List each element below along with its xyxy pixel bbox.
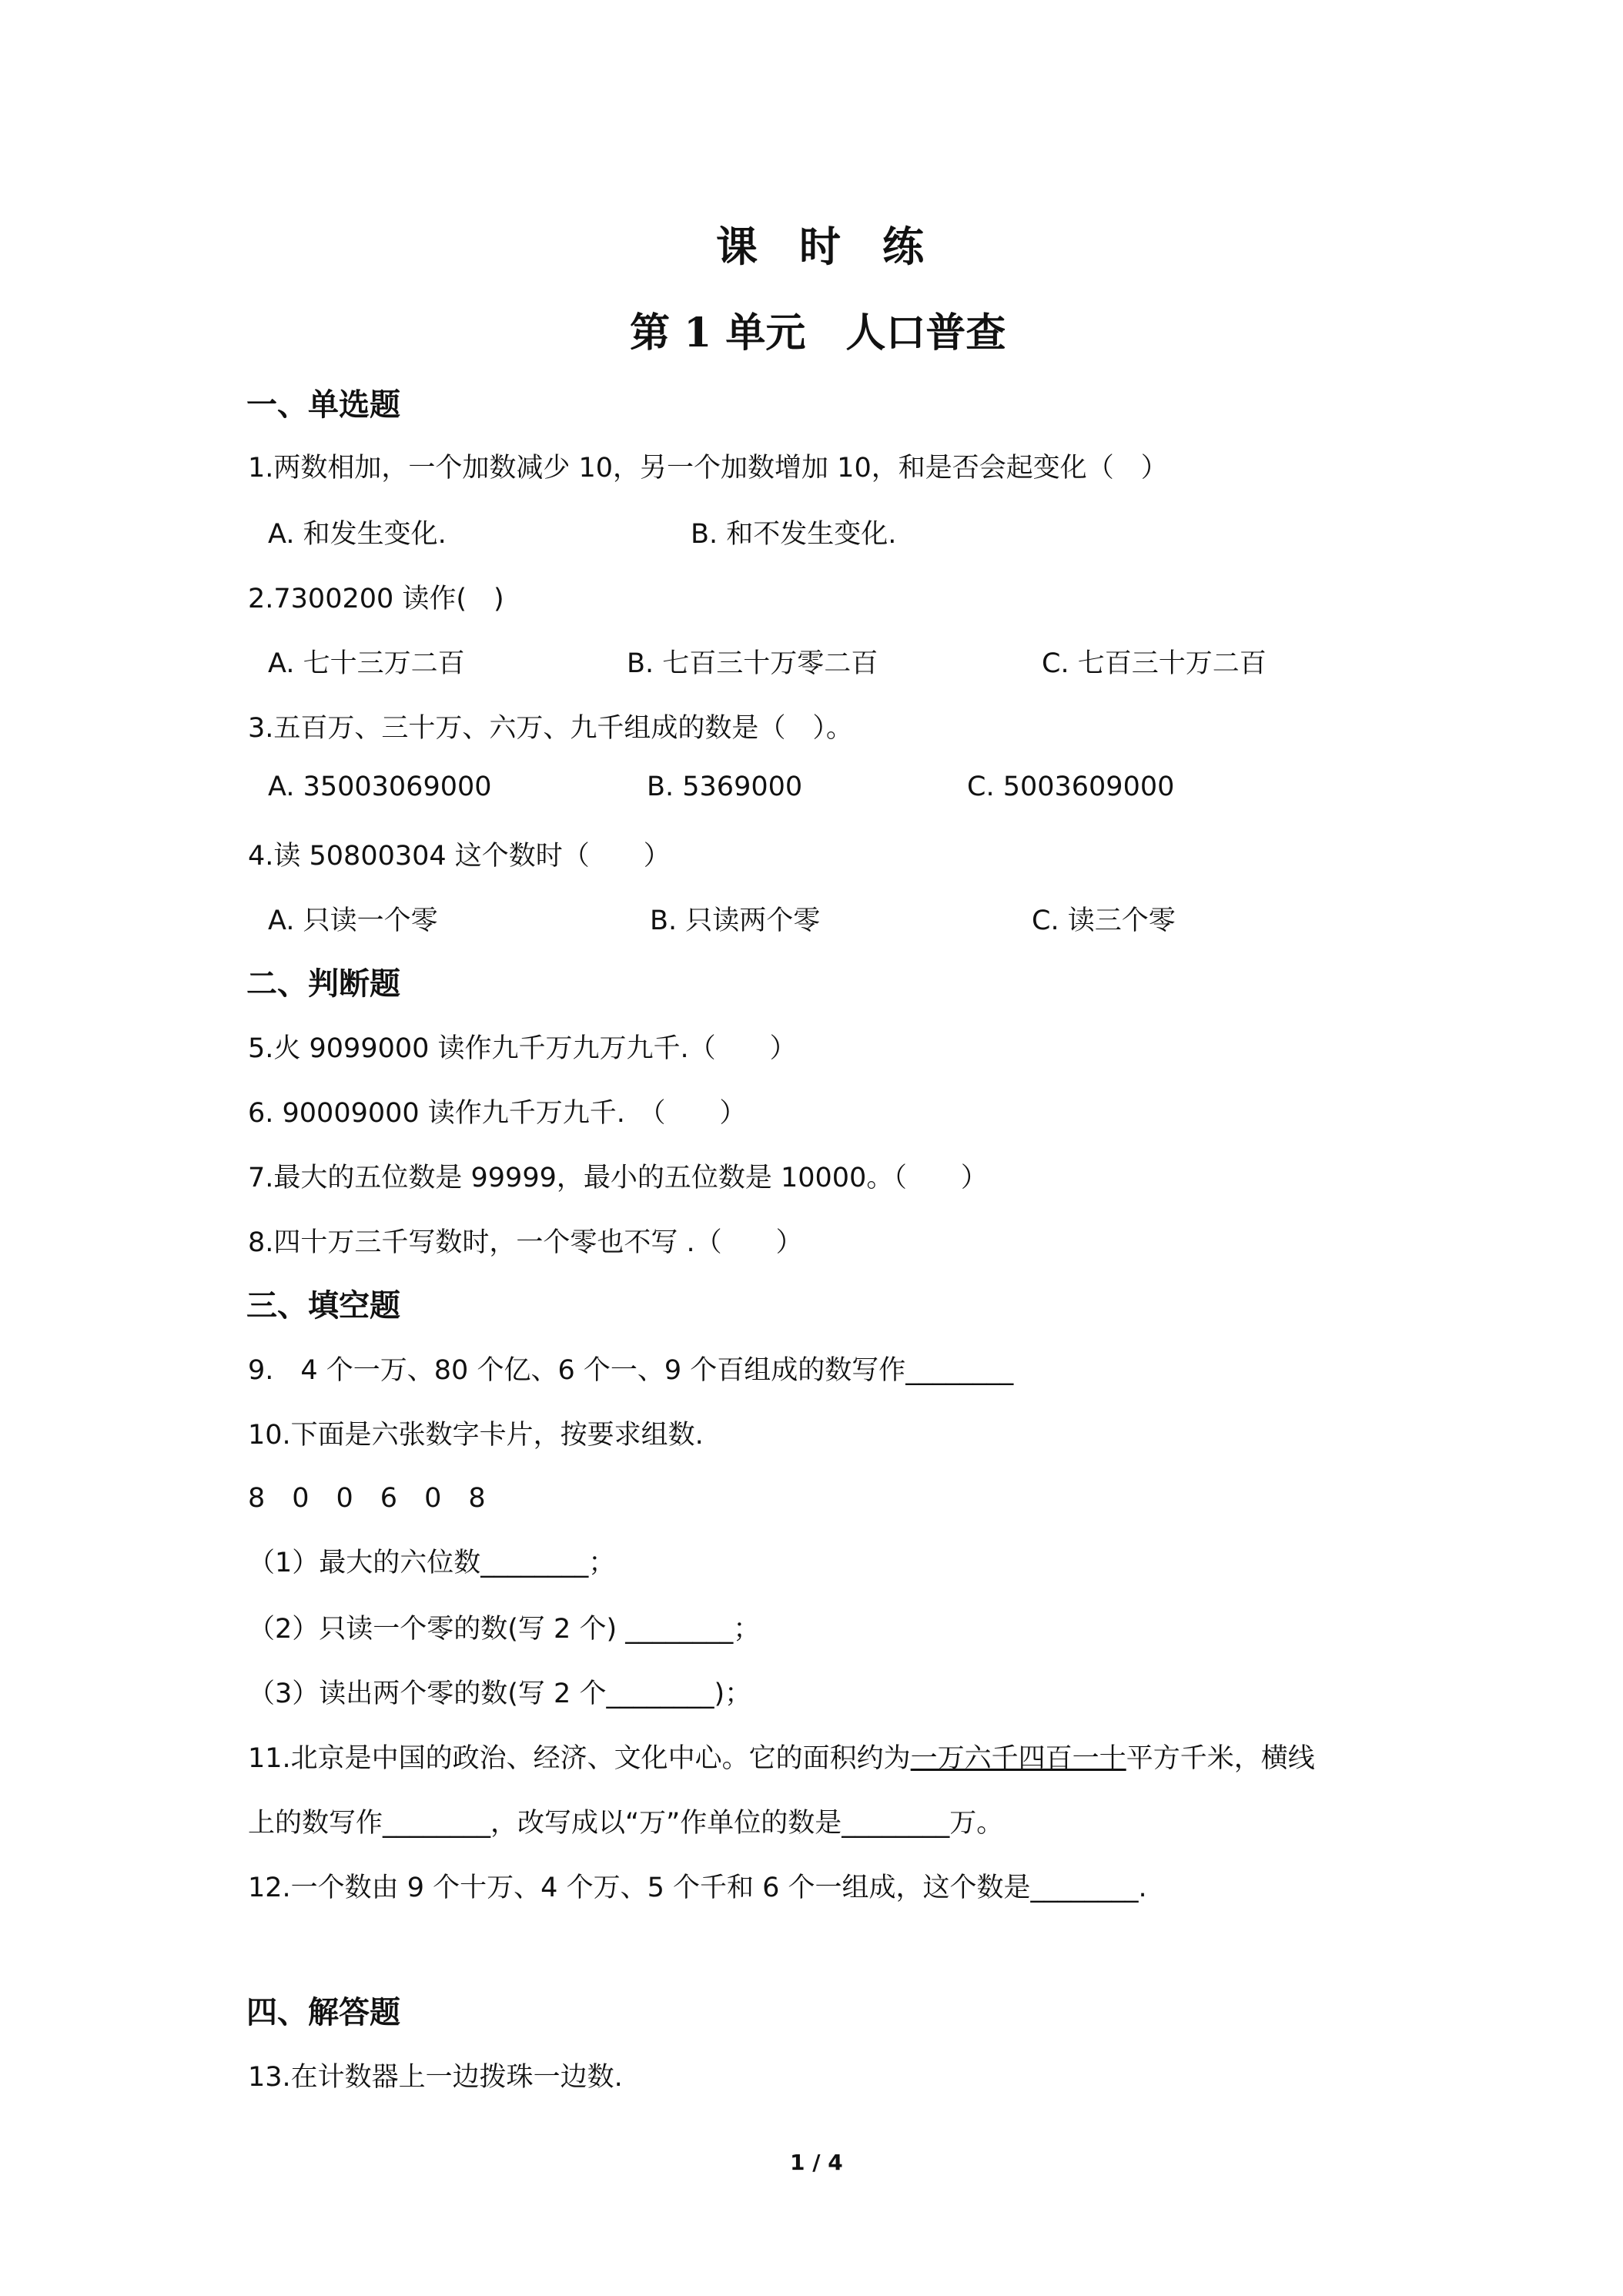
q4-option-b: B. 只读两个零 xyxy=(650,905,821,936)
question-11-line-1 xyxy=(248,1737,1315,1776)
question-10-part-3: （3）读出两个零的数(写 2 个________)； xyxy=(248,1678,752,1709)
q11-text-after: 平方千米，横线 xyxy=(1126,1743,1315,1774)
question-2: 2.7300200 读作( ) xyxy=(248,584,504,614)
q1-option-b: B. 和不发生变化. xyxy=(691,519,897,550)
digit-cards: 8 0 0 6 0 8 xyxy=(248,1483,486,1514)
unit-title: 第 1 单元 人口普查 xyxy=(630,310,1006,356)
q1-option-a: A. 和发生变化. xyxy=(268,519,447,550)
question-12: 12.一个数由 9 个十万、4 个万、5 个千和 6 个一组成，这个数是________. xyxy=(248,1873,1147,1903)
q4-option-a: A. 只读一个零 xyxy=(268,905,438,936)
q3-option-c: C. 5003609000 xyxy=(967,771,1175,802)
question-8: 8.四十万三千写数时，一个零也不写 .（ ） xyxy=(248,1227,803,1258)
question-4: 4.读 50800304 这个数时（ ） xyxy=(248,841,671,872)
section-heading-single-choice: 一、单选题 xyxy=(246,387,400,423)
q11-text-before: 11.北京是中国的政治、经济、文化中心。它的面积约为 xyxy=(248,1743,911,1774)
question-10-part-2: （2）只读一个零的数(写 2 个) ________； xyxy=(248,1614,761,1645)
q2-option-a: A. 七十三万二百 xyxy=(268,648,465,679)
question-9: 9. 4 个一万、80 个亿、6 个一、9 个百组成的数写作________ xyxy=(248,1355,1014,1386)
q4-option-c: C. 读三个零 xyxy=(1032,905,1176,936)
question-7: 7.最大的五位数是 99999，最小的五位数是 10000。（ ） xyxy=(248,1163,988,1193)
q2-option-b: B. 七百三十万零二百 xyxy=(627,648,878,679)
question-3: 3.五百万、三十万、六万、九千组成的数是（ ）。 xyxy=(248,713,853,744)
question-10-part-1: （1）最大的六位数________； xyxy=(248,1548,616,1578)
question-5: 5.火 9099000 读作九千万九万九千.（ ） xyxy=(248,1033,797,1064)
question-10: 10.下面是六张数字卡片，按要求组数. xyxy=(248,1420,704,1451)
section-heading-true-false: 二、判断题 xyxy=(246,966,400,1002)
question-13: 13.在计数器上一边拨珠一边数. xyxy=(248,2062,623,2093)
q3-option-b: B. 5369000 xyxy=(647,771,803,802)
question-6: 6. 90009000 读作九千万九千. （ ） xyxy=(248,1098,747,1129)
q11-underlined-number: 一万六千四百一十 xyxy=(910,1743,1126,1774)
q2-option-c: C. 七百三十万二百 xyxy=(1042,648,1267,679)
section-heading-fill-blank: 三、填空题 xyxy=(246,1287,400,1324)
page-number: 1 / 4 xyxy=(790,2150,843,2175)
question-1: 1.两数相加，一个加数减少 10，另一个加数增加 10，和是否会起变化（ ） xyxy=(248,453,1168,484)
section-heading-solve: 四、解答题 xyxy=(246,1994,400,2030)
page-title: 课 时 练 xyxy=(716,222,924,271)
q3-option-a: A. 35003069000 xyxy=(268,771,492,802)
question-11-line-2: 上的数写作________，改写成以“万”作单位的数是________万。 xyxy=(248,1808,1004,1839)
